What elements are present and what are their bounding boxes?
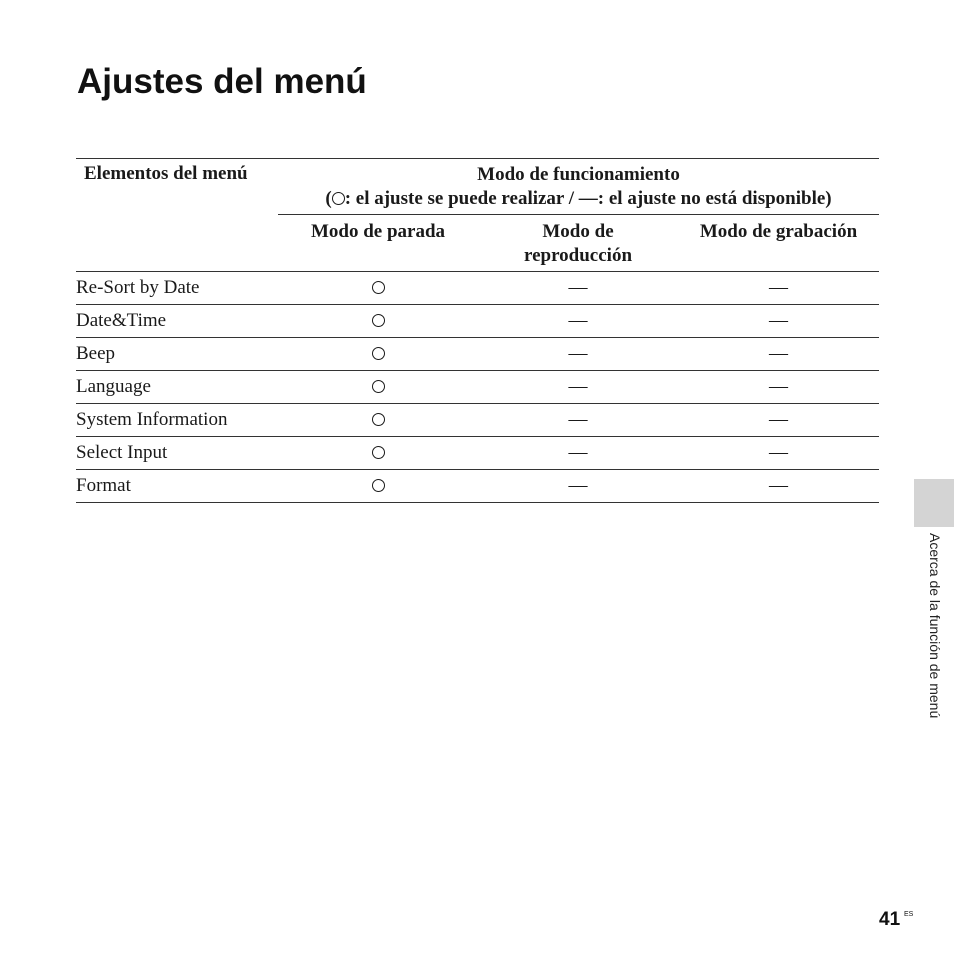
- unavailable-cell: —: [478, 437, 678, 470]
- page-language-code: ES: [904, 911, 914, 918]
- menu-item-label: System Information: [76, 404, 278, 437]
- menu-item-label: Beep: [76, 338, 278, 371]
- unavailable-cell: —: [478, 272, 678, 305]
- available-cell: [278, 437, 478, 470]
- table-row: [76, 437, 879, 470]
- menu-settings-table: [76, 158, 879, 503]
- unavailable-cell: —: [478, 338, 678, 371]
- page-number: 41: [879, 909, 901, 930]
- menu-item-label: Format: [76, 470, 278, 503]
- unavailable-cell: —: [678, 272, 879, 305]
- available-cell: [278, 470, 478, 503]
- unavailable-cell: —: [478, 404, 678, 437]
- section-tab-label: Acerca de la función de menú: [927, 533, 943, 719]
- unavailable-cell: —: [678, 437, 879, 470]
- available-circle-icon: [332, 192, 345, 205]
- table-row: [76, 371, 879, 404]
- table-body: [76, 272, 879, 503]
- page-title: Ajustes del menú: [77, 62, 367, 101]
- available-cell: [278, 371, 478, 404]
- unavailable-cell: —: [678, 404, 879, 437]
- header-playback-mode: Modo de reproducción: [478, 215, 678, 272]
- available-circle-icon: [372, 380, 385, 393]
- unavailable-cell: —: [678, 305, 879, 338]
- menu-item-label: Re-Sort by Date: [76, 272, 278, 305]
- header-legend: ( : el ajuste se puede realizar / —: el ajuste no está disponible): [325, 188, 832, 209]
- available-cell: [278, 404, 478, 437]
- unavailable-cell: —: [678, 470, 879, 503]
- menu-item-label: Date&Time: [76, 305, 278, 338]
- table-row: [76, 470, 879, 503]
- unavailable-cell: —: [478, 470, 678, 503]
- table-row: [76, 305, 879, 338]
- menu-item-label: Select Input: [76, 437, 278, 470]
- unavailable-cell: —: [478, 305, 678, 338]
- available-circle-icon: [372, 347, 385, 360]
- table-row: [76, 272, 879, 305]
- available-circle-icon: [372, 314, 385, 327]
- unavailable-cell: —: [678, 371, 879, 404]
- header-operating-mode: [278, 159, 879, 215]
- table-row: [76, 338, 879, 371]
- available-circle-icon: [372, 479, 385, 492]
- available-cell: [278, 272, 478, 305]
- available-circle-icon: [372, 281, 385, 294]
- available-circle-icon: [372, 446, 385, 459]
- menu-item-label: Language: [76, 371, 278, 404]
- header-menu-items: Elementos del menú: [76, 159, 278, 272]
- unavailable-cell: —: [678, 338, 879, 371]
- available-cell: [278, 305, 478, 338]
- unavailable-cell: —: [478, 371, 678, 404]
- header-recording-mode: Modo de grabación: [678, 215, 879, 272]
- available-circle-icon: [372, 413, 385, 426]
- header-operating-mode-title: Modo de funcionamiento: [477, 164, 680, 185]
- section-tab: [914, 479, 954, 527]
- table-row: [76, 404, 879, 437]
- header-stop-mode: Modo de parada: [278, 215, 478, 272]
- available-cell: [278, 338, 478, 371]
